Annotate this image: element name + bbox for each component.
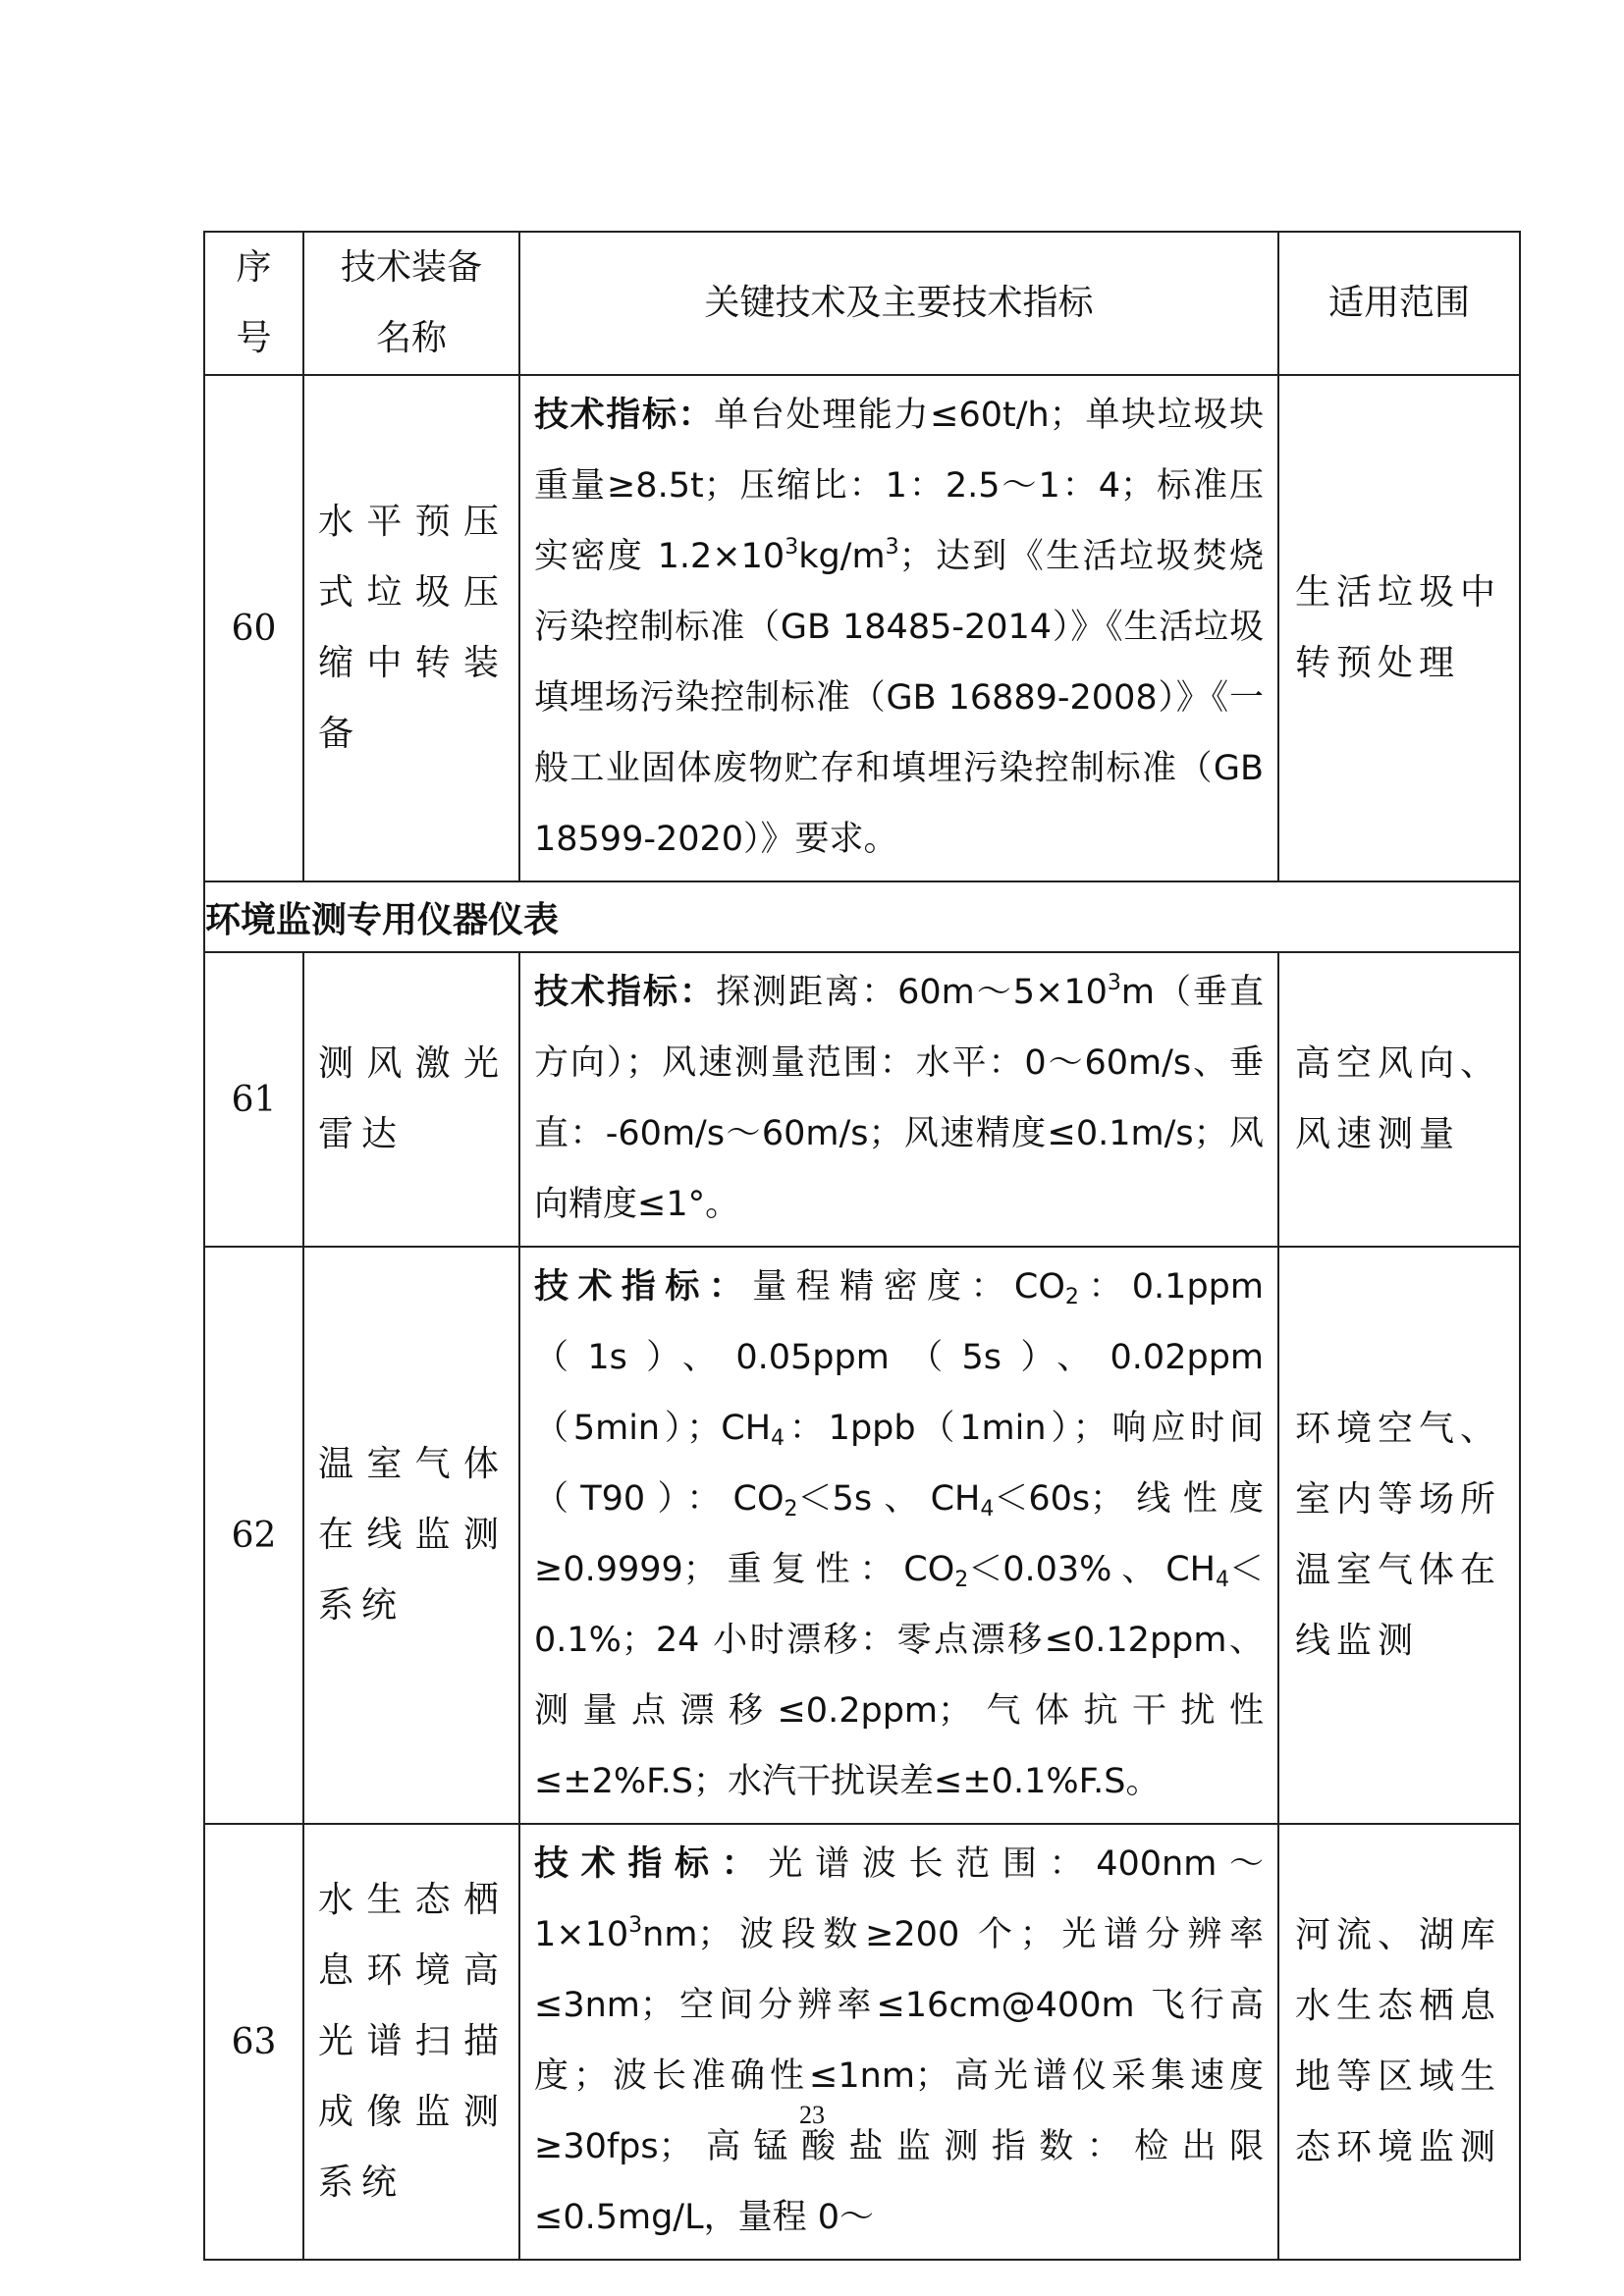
page-number: 23 (799, 2101, 825, 2129)
superscript: 3 (628, 1913, 643, 1938)
subscript: 2 (954, 1568, 969, 1592)
application-scope: 生活垃圾中转预处理 (1278, 375, 1520, 881)
spec-text: 探测距离：60m～5×10 (716, 973, 1108, 1012)
superscript: 3 (1107, 971, 1121, 995)
technical-spec (519, 1247, 1278, 1824)
equipment-name (303, 1824, 519, 2260)
equipment-name (303, 1247, 519, 1824)
header-name (303, 232, 519, 375)
equipment-name-line: 水平预压 (318, 502, 507, 542)
subscript: 4 (1215, 1568, 1229, 1592)
spec-label: 技术指标： (534, 396, 715, 435)
application-scope: 河流、湖库水生态栖息地等区域生态环境监测 (1278, 1824, 1520, 2260)
table-row (204, 1247, 1520, 1824)
table-row (204, 1824, 1520, 2260)
spec-label: 技术指标： (534, 973, 717, 1012)
row-number: 61 (204, 952, 303, 1247)
header-no-line-1: 序 (236, 247, 272, 288)
equipment-name-line: 缩中转装 (318, 643, 507, 683)
equipment-table (203, 231, 1521, 2261)
equipment-name-line: 测风激光 (318, 1043, 507, 1084)
row-number: 60 (204, 375, 303, 881)
subscript: 4 (980, 1497, 995, 1522)
equipment-name-line: 息环境高 (318, 1950, 507, 1991)
header-no (204, 232, 303, 375)
spec-text: 光谱波长范围：400nm～1×10 (534, 1844, 1264, 1954)
spec-text: ＜0.03%、CH (968, 1550, 1216, 1589)
equipment-name-line: 光谱扫描 (318, 2021, 507, 2061)
spec-text: 单台处理能力≤60t/h；单块垃圾块重量≥8.5t；压缩比：1：2.5～1：4；标准压实密度 1.2×10 (534, 396, 1264, 576)
subscript: 4 (771, 1426, 785, 1451)
spec-text: nm；波段数≥200 个；光谱分辨率≤3nm；空间分辨率≤16cm@400m 飞行高度；波长准确性≤1nm；高光谱仪采集速度≥30fps；高锰酸盐监测指数：检出限≤0.5mg/L，量程 0～ (534, 1915, 1264, 2237)
spec-text: ：0.1ppm（1s）、0.05ppm（5s）、0.02ppm（5min）；CH (534, 1267, 1264, 1448)
spec-text: ：1ppb（1min）；响应时间（T90）：CO (534, 1409, 1264, 1519)
technical-spec (519, 375, 1278, 881)
equipment-name-line: 水生态栖 (318, 1880, 507, 1920)
application-scope: 环境空气、室内等场所温室气体在线监测 (1278, 1247, 1520, 1824)
subscript: 2 (784, 1497, 798, 1522)
equipment-name-line: 系统 (318, 2163, 406, 2203)
section-heading-row (204, 881, 1520, 952)
equipment-name-line: 备 (318, 714, 362, 754)
row-number: 63 (204, 1824, 303, 2260)
header-no-line-2: 号 (236, 318, 272, 358)
equipment-name-line: 成像监测 (318, 2092, 507, 2132)
technical-spec (519, 952, 1278, 1247)
table-header-row (204, 232, 1520, 375)
equipment-name-line: 温室气体 (318, 1444, 507, 1484)
header-scope: 适用范围 (1278, 232, 1520, 375)
header-name-line-2: 名称 (375, 318, 447, 358)
application-scope: 高空风向、风速测量 (1278, 952, 1520, 1247)
table-row (204, 375, 1520, 881)
spec-label: 技术指标： (534, 1267, 753, 1307)
spec-text: ＜60s；线性度≥0.9999；重复性：CO (534, 1479, 1264, 1589)
spec-text: kg/m (798, 537, 886, 576)
spec-label: 技术指标： (534, 1844, 769, 1884)
equipment-name (303, 375, 519, 881)
section-title: 环境监测专用仪器仪表 (204, 881, 1520, 952)
technical-spec (519, 1824, 1278, 2260)
header-name-line-1: 技术装备 (340, 247, 482, 288)
spec-text: 量程精密度：CO (752, 1267, 1065, 1307)
superscript: 3 (885, 535, 899, 560)
spec-text: ；达到《生活垃圾焚烧污染控制标准（GB 18485-2014）》《生活垃圾填埋场污染控制标准（GB 16889-2008）》《一般工业固体废物贮存和填埋污染控制标准（GB 18599-2020）》要求。 (534, 537, 1264, 859)
row-number: 62 (204, 1247, 303, 1824)
spec-text: ＜0.1%；24 小时漂移：零点漂移≤0.12ppm、测量点漂移≤0.2ppm；气体抗干扰性≤±2%F.S；水汽干扰误差≤±0.1%F.S。 (534, 1550, 1264, 1801)
subscript: 2 (1064, 1285, 1079, 1309)
equipment-name-line: 式垃圾压 (318, 572, 507, 613)
spec-text: ＜5s、CH (797, 1479, 981, 1519)
equipment-name (303, 952, 519, 1247)
superscript: 3 (785, 535, 799, 560)
spec-text: m（垂直方向）；风速测量范围：水平：0～60m/s、垂直：-60m/s～60m/s；风速精度≤0.1m/s；风向精度≤1°。 (534, 973, 1264, 1224)
equipment-name-line: 雷达 (318, 1114, 406, 1154)
equipment-name-line: 系统 (318, 1585, 406, 1626)
table-row (204, 952, 1520, 1247)
header-spec: 关键技术及主要技术指标 (519, 232, 1278, 375)
equipment-name-line: 在线监测 (318, 1515, 507, 1555)
